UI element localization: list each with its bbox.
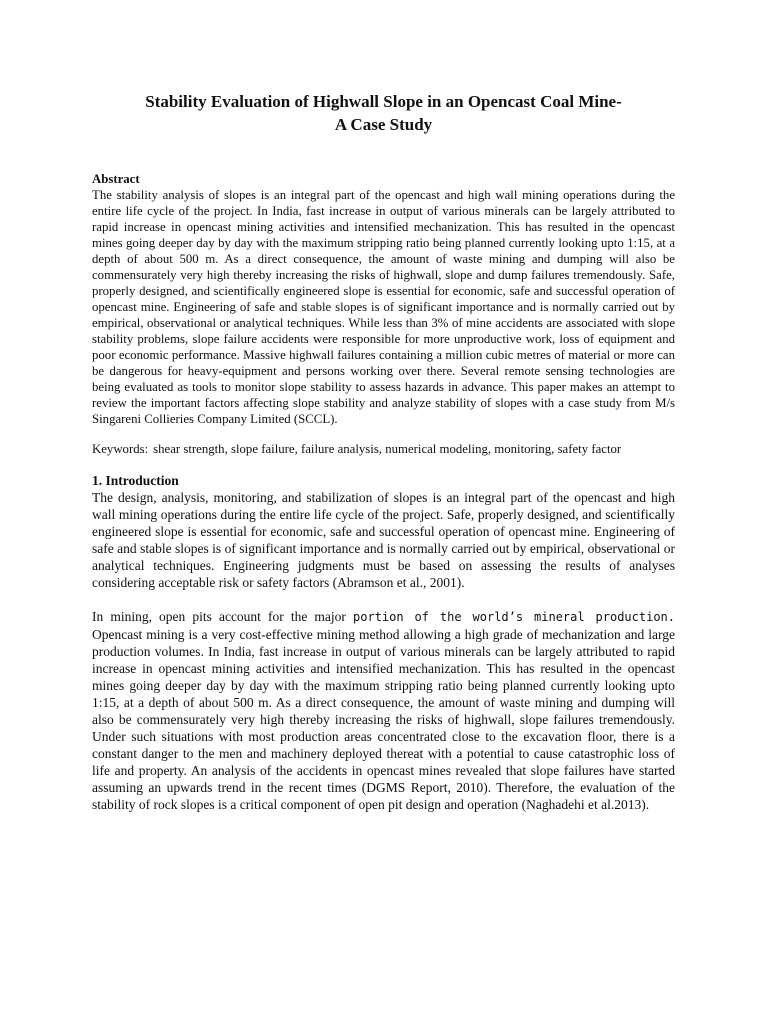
- introduction-paragraph-2: [92, 608, 675, 813]
- introduction-paragraph-2-rest: Opencast mining is a very cost-effective mining method allowing a high grade of mechanization and large production volumes. In India, fast increase in output of various minerals can be largely attributed to rapid increase in opencast mining activities and intensified mechanization. This has resulted in the opencast mines going deeper day by day with the maximum stripping ratio being planned currently looking upto 1:15, at a depth of about 500 m. As a direct consequence, the amount of waste mining and dumping will also be commensurately very high thereby increasing the risks of highwall, slope failures tremendously. Under such situations with most production areas concentrated close to the excavation floor, there is a constant danger to the men and machinery deployed thereat with a potential to cause catastrophic loss of life and property. An analysis of the accidents in opencast mines revealed that slope failures have started assuming an upwards trend in the recent times (DGMS Report, 2010). Therefore, the evaluation of the stability of rock slopes is a critical component of open pit design and operation (Naghadehi et al.2013).: [92, 627, 675, 812]
- keywords-label: Keywords:: [92, 442, 149, 456]
- paper-title-line-1: Stability Evaluation of Highwall Slope in an Opencast Coal Mine-: [145, 92, 622, 111]
- introduction-paragraph-1: The design, analysis, monitoring, and stabilization of slopes is an integral part of the opencast and high wall mining operations during the entire life cycle of the project. Safe, properly designed, and scientifically engineered slope is essential for economic, safe and successful operation of opencast mine. Engineering of safe and stable slopes is of significant importance and is normally carried out by empirical, observational or analytical techniques. Engineering judgments must be based on assessing the results of analyses considering acceptable risk or safety factors (Abramson et al., 2001).: [92, 490, 675, 590]
- document-page: [92, 0, 675, 813]
- paper-title-line-2: A Case Study: [334, 115, 433, 134]
- introduction-heading: 1. Introduction: [92, 473, 179, 488]
- keywords-terms: shear strength, slope failure, failure analysis, numerical modeling, monitoring, safety factor: [153, 442, 622, 456]
- introduction-paragraph-2-alt-font: portion of the world’s mineral production.: [353, 610, 676, 624]
- paper-title: [92, 90, 675, 136]
- introduction-paragraph-2-start: In mining, open pits account for the major: [92, 609, 354, 624]
- keywords: [92, 441, 675, 457]
- abstract-text: The stability analysis of slopes is an integral part of the opencast and high wall mining operations during the entire life cycle of the project. In India, fast increase in output of various minerals can be largely attributed to rapid increase in opencast mining activities and intensified mechanization. This has resulted in the opencast mines going deeper day by day with the maximum stripping ratio being planned currently looking upto 1:15, at a depth of about 500 m. As a direct consequence, the amount of waste mining and dumping will also be commensurately very high thereby increasing the risks of highwall, slope and dump failures tremendously. Safe, properly designed, and scientifically engineered slope is essential for economic, safe and successful operation of opencast mine. Engineering of safe and stable slopes is of significant importance and is normally carried out by empirical, observational or analytical techniques. While less than 3% of mine accidents are associated with slope stability problems, slope failure accidents were responsible for more unproductive work, loss of equipment and poor economic performance. Massive highwall failures containing a million cubic metres of material or more can be dangerous for heavy-equipment and persons working over there. Several remote sensing technologies are being evaluated as tools to monitor slope stability to assess hazards in advance. This paper makes an attempt to review the important factors affecting slope stability and analyze stability of slopes with a case study from M/s Singareni Collieries Company Limited (SCCL).: [92, 188, 675, 426]
- abstract-heading: Abstract: [92, 172, 140, 186]
